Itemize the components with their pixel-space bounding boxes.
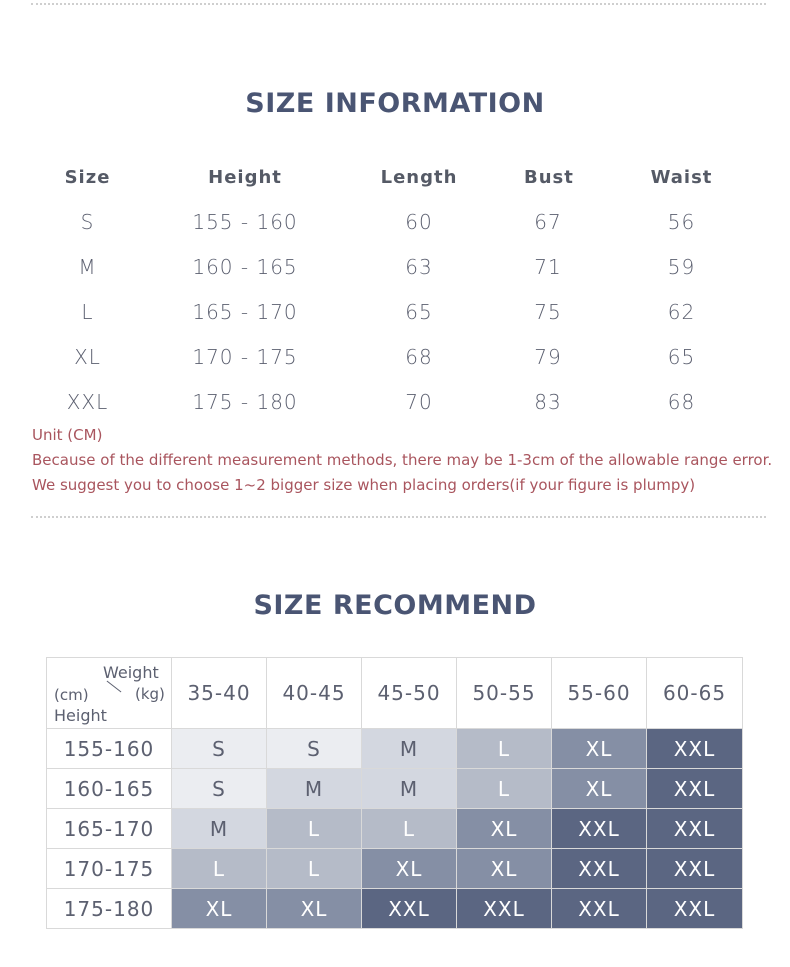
dotted-divider-top — [31, 3, 766, 5]
recommended-size-cell: S — [267, 729, 362, 769]
weight-range-header: 40-45 — [267, 658, 362, 729]
recommended-size-cell: XXL — [647, 849, 743, 889]
recommend-row — [47, 729, 743, 769]
unit-note: Unit (CM) — [32, 426, 103, 444]
size-recommend-title: SIZE RECOMMEND — [253, 590, 537, 621]
recommended-size-cell: XXL — [552, 809, 647, 849]
cell-size: L — [81, 299, 94, 324]
header-length: Length — [380, 166, 458, 188]
recommended-size-cell: M — [172, 809, 267, 849]
weight-range-header: 60-65 — [647, 658, 743, 729]
size-recommend-table — [46, 657, 743, 929]
recommended-size-cell: XXL — [552, 849, 647, 889]
recommended-size-cell: XXL — [362, 889, 457, 929]
cell-length: 70 — [405, 389, 433, 414]
recommended-size-cell: L — [457, 729, 552, 769]
cell-height: 160 - 165 — [192, 254, 298, 279]
recommended-size-cell: L — [362, 809, 457, 849]
header-bust: Bust — [524, 166, 574, 188]
recommended-size-cell: XXL — [647, 729, 743, 769]
recommended-size-cell: XL — [267, 889, 362, 929]
cell-length: 63 — [405, 254, 433, 279]
corner-slash-divider — [107, 681, 122, 693]
size-info-row — [0, 289, 790, 334]
recommended-size-cell: L — [267, 809, 362, 849]
dotted-divider-middle — [31, 516, 766, 518]
height-range-cell: 175-180 — [47, 889, 172, 929]
cell-height: 165 - 170 — [192, 299, 298, 324]
recommended-size-cell: XXL — [647, 809, 743, 849]
header-size: Size — [64, 166, 111, 188]
cell-size: XL — [74, 344, 101, 369]
recommend-row — [47, 769, 743, 809]
size-info-row — [0, 199, 790, 244]
recommended-size-cell: XL — [457, 809, 552, 849]
corner-kg-label: (kg) — [135, 685, 165, 703]
weight-range-header: 35-40 — [172, 658, 267, 729]
weight-range-header: 45-50 — [362, 658, 457, 729]
size-information-table — [0, 155, 790, 424]
recommended-size-cell: M — [267, 769, 362, 809]
recommended-size-cell: S — [172, 769, 267, 809]
recommended-size-cell: L — [457, 769, 552, 809]
size-info-row — [0, 379, 790, 424]
size-information-title: SIZE INFORMATION — [245, 88, 545, 119]
cell-size: S — [80, 209, 95, 234]
height-range-cell: 170-175 — [47, 849, 172, 889]
measurement-error-note: Because of the different measurement methods, there may be 1-3cm of the allowable range error. — [32, 451, 773, 469]
cell-bust: 75 — [534, 299, 562, 324]
cell-bust: 79 — [534, 344, 562, 369]
cell-height: 175 - 180 — [192, 389, 298, 414]
recommended-size-cell: L — [267, 849, 362, 889]
corner-weight-label: Weight — [103, 663, 159, 682]
corner-height-label: Height — [54, 706, 107, 725]
corner-cm-label: (cm) — [54, 686, 89, 704]
recommended-size-cell: XXL — [457, 889, 552, 929]
size-notes — [32, 423, 782, 498]
cell-waist: 68 — [667, 389, 696, 414]
cell-height: 170 - 175 — [192, 344, 298, 369]
recommend-row — [47, 809, 743, 849]
cell-length: 68 — [405, 344, 433, 369]
corner-cell — [47, 658, 172, 729]
header-waist: Waist — [650, 166, 713, 188]
recommend-row — [47, 849, 743, 889]
recommended-size-cell: XL — [362, 849, 457, 889]
cell-bust: 83 — [534, 389, 562, 414]
cell-waist: 56 — [667, 209, 696, 234]
recommended-size-cell: XXL — [552, 889, 647, 929]
recommended-size-cell: XXL — [647, 889, 743, 929]
height-range-cell: 155-160 — [47, 729, 172, 769]
header-height: Height — [208, 166, 282, 188]
recommended-size-cell: M — [362, 769, 457, 809]
size-info-row — [0, 334, 790, 379]
cell-waist: 65 — [667, 344, 696, 369]
height-range-cell: 160-165 — [47, 769, 172, 809]
recommended-size-cell: XXL — [647, 769, 743, 809]
cell-waist: 62 — [667, 299, 696, 324]
recommended-size-cell: L — [172, 849, 267, 889]
recommended-size-cell: XL — [172, 889, 267, 929]
recommend-row — [47, 889, 743, 929]
height-range-cell: 165-170 — [47, 809, 172, 849]
recommended-size-cell: S — [172, 729, 267, 769]
cell-length: 65 — [405, 299, 433, 324]
size-info-header-row — [0, 155, 790, 199]
recommended-size-cell: XL — [552, 729, 647, 769]
cell-bust: 67 — [534, 209, 562, 234]
cell-length: 60 — [405, 209, 433, 234]
cell-height: 155 - 160 — [192, 209, 298, 234]
cell-size: M — [78, 254, 97, 279]
cell-size: XXL — [66, 389, 109, 414]
weight-range-header: 50-55 — [457, 658, 552, 729]
recommended-size-cell: XL — [457, 849, 552, 889]
weight-header-row — [47, 658, 743, 729]
weight-range-header: 55-60 — [552, 658, 647, 729]
cell-waist: 59 — [667, 254, 696, 279]
recommended-size-cell: M — [362, 729, 457, 769]
recommended-size-cell: XL — [552, 769, 647, 809]
size-suggestion-note: We suggest you to choose 1~2 bigger size when placing orders(if your figure is plumpy) — [32, 476, 696, 494]
size-info-row — [0, 244, 790, 289]
cell-bust: 71 — [534, 254, 562, 279]
